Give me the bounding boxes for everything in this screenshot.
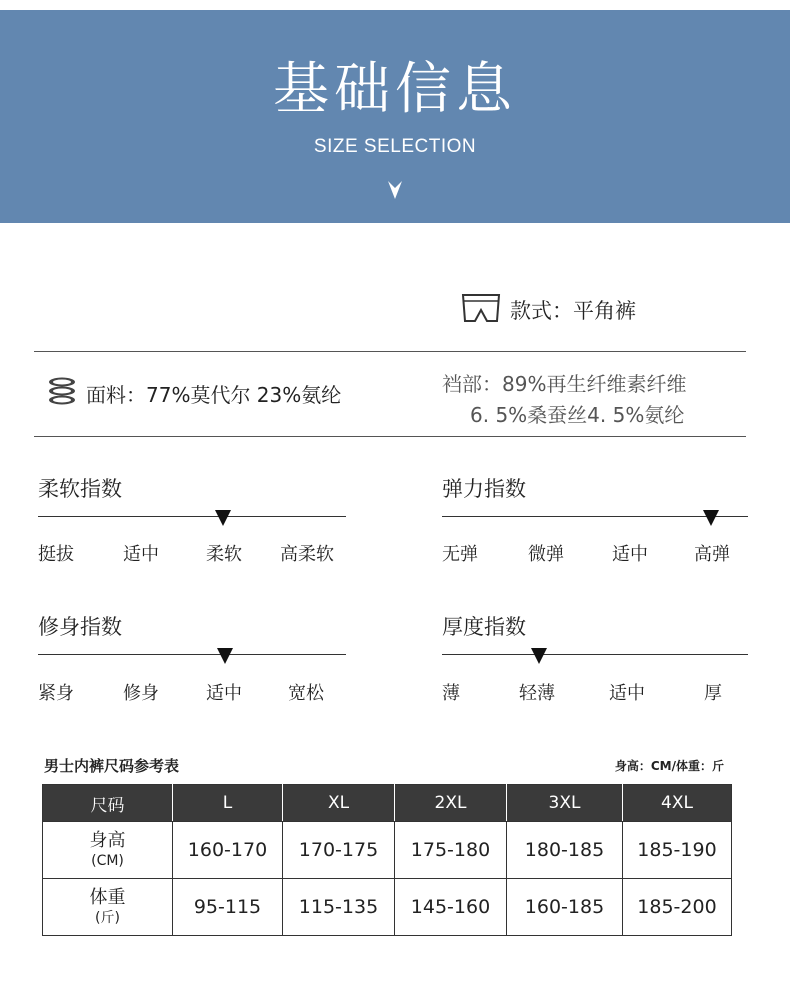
table-row: [43, 879, 732, 936]
page-subtitle: SIZE SELECTION: [313, 136, 477, 157]
index-option: 适中: [123, 544, 159, 565]
index-title-elasticity: 弹力指数: [442, 477, 526, 501]
marker-triangle-icon: [215, 510, 231, 526]
row-label: 身高: [89, 830, 126, 852]
table-cell: 175-180: [395, 822, 507, 879]
index-option: 适中: [609, 683, 645, 704]
divider-bottom: [34, 436, 746, 437]
marker-triangle-icon: [531, 648, 547, 664]
fabric-text: 面料：77%莫代尔 23%氨纶: [86, 383, 342, 407]
table-header-cell: XL: [283, 785, 395, 822]
table-cell: 95-115: [173, 879, 283, 936]
index-option: 薄: [442, 683, 460, 704]
size-table-unit-note: 身高：CM/体重：斤: [614, 759, 724, 773]
row-header-weight: [43, 879, 173, 936]
table-cell: 185-200: [623, 879, 732, 936]
size-table: [42, 784, 732, 936]
boxer-briefs-icon: [460, 290, 502, 326]
table-cell: 115-135: [283, 879, 395, 936]
table-cell: 170-175: [283, 822, 395, 879]
index-option: 修身: [123, 683, 159, 704]
index-scale-line: [38, 654, 346, 655]
table-header-cell: 尺码: [43, 785, 173, 822]
index-option: 轻薄: [519, 683, 555, 704]
row-unit: (CM): [91, 852, 124, 869]
fabric-roll-icon: [46, 375, 78, 407]
table-cell: 180-185: [507, 822, 623, 879]
index-option: 紧身: [38, 683, 74, 704]
table-cell: 185-190: [623, 822, 732, 879]
index-title-fit: 修身指数: [38, 615, 122, 639]
lining-line-2: 6. 5%桑蚕丝4. 5%氨纶: [470, 403, 685, 427]
page-title: 基础信息: [273, 57, 517, 122]
down-arrow-icon: [387, 180, 403, 200]
table-header-row: [43, 785, 732, 822]
row-unit: (斤): [95, 909, 120, 926]
index-scale-line: [38, 516, 346, 517]
index-option: 无弹: [442, 544, 478, 565]
index-option: 挺拔: [38, 544, 74, 565]
table-header-cell: 2XL: [395, 785, 507, 822]
marker-triangle-icon: [217, 648, 233, 664]
divider-top: [34, 351, 746, 352]
index-option: 宽松: [288, 683, 324, 704]
index-option: 高弹: [694, 544, 730, 565]
table-cell: 160-170: [173, 822, 283, 879]
header-banner: [0, 10, 790, 223]
size-table-title: 男士内裤尺码参考表: [44, 757, 180, 775]
style-text: 款式：平角裤: [510, 299, 636, 323]
table-cell: 145-160: [395, 879, 507, 936]
table-cell: 160-185: [507, 879, 623, 936]
index-title-thickness: 厚度指数: [442, 615, 526, 639]
index-option: 适中: [612, 544, 648, 565]
row-header-height: [43, 822, 173, 879]
table-header-cell: L: [173, 785, 283, 822]
index-scale-line: [442, 654, 748, 655]
index-option: 适中: [206, 683, 242, 704]
index-option: 厚: [704, 683, 722, 704]
index-option: 柔软: [206, 544, 242, 565]
index-option: 微弹: [528, 544, 564, 565]
table-header-cell: 3XL: [507, 785, 623, 822]
index-option: 高柔软: [280, 544, 334, 565]
marker-triangle-icon: [703, 510, 719, 526]
row-label: 体重: [89, 887, 126, 909]
table-header-cell: 4XL: [623, 785, 732, 822]
lining-line-1: 裆部：89%再生纤维素纤维: [442, 372, 687, 396]
table-row: [43, 822, 732, 879]
index-title-softness: 柔软指数: [38, 477, 122, 501]
